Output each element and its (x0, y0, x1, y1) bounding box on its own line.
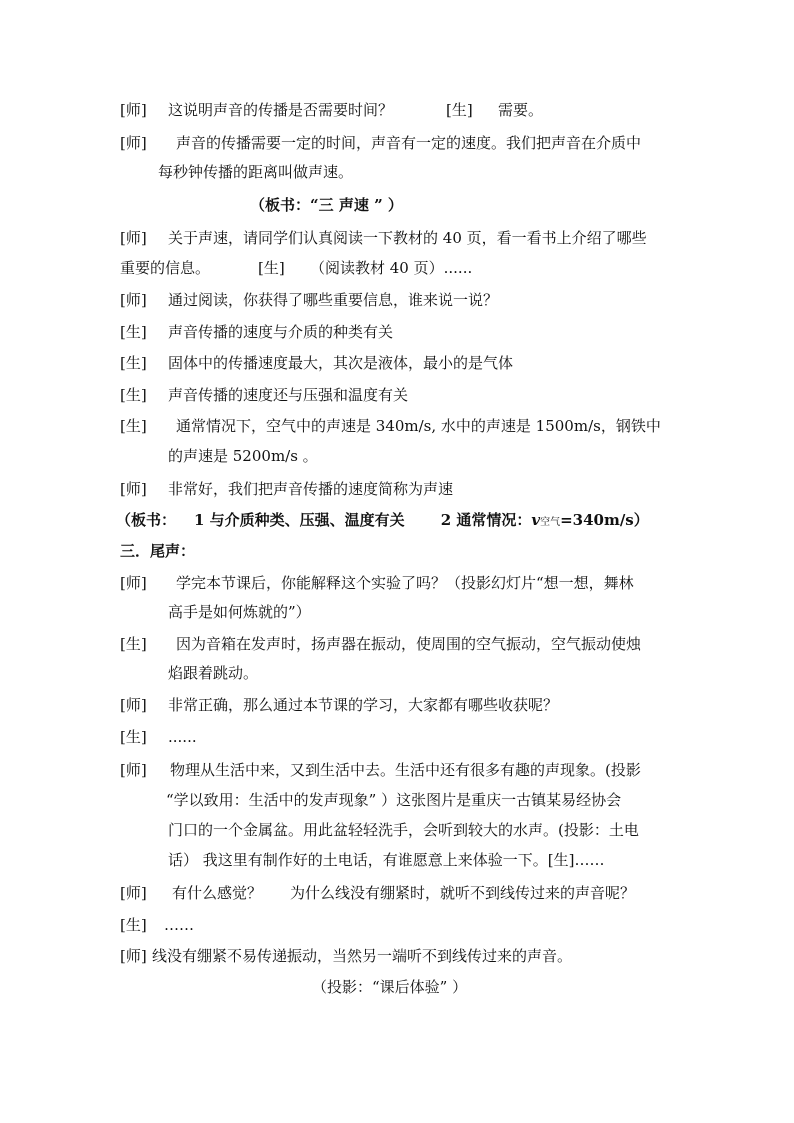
velocity-subscript: 空气 (540, 517, 561, 528)
utterance: 声音传播的速度还与压强和温度有关 (168, 386, 409, 404)
board-item-2: 2 通常情况： (440, 511, 532, 529)
speaker-label: [生] (120, 916, 147, 934)
utterance-continued: 高手是如何炼就的”） (168, 603, 311, 621)
board-label: （板书： (116, 511, 177, 529)
board-note: （板书：“三 声速 ” ） (250, 196, 403, 214)
dialogue-line (120, 100, 147, 120)
utterance: ...... (168, 728, 197, 746)
utterance: 这说明声音的传播是否需要时间？ (168, 101, 394, 119)
utterance: 通过阅读，你获得了哪些重要信息，谁来说一说？ (168, 291, 499, 309)
speaker-label: [生] (120, 635, 147, 653)
speaker-label: [师] (120, 229, 147, 247)
utterance: …… (164, 916, 194, 934)
speaker-label: [生] (120, 386, 147, 404)
utterance: 通常情况下，空气中的声速是 340m/s, 水中的声速是 1500m/s，钢铁中 (176, 417, 661, 435)
speaker-label: [生] (120, 323, 147, 341)
utterance: 声音的传播需要一定的时间，声音有一定的速度。我们把声音在介质中 (176, 134, 642, 152)
speaker-label: [师] (120, 696, 147, 714)
utterance: 为什么线没有绷紧时，就听不到线传过来的声音呢？ (290, 884, 636, 902)
velocity-value: =340m/s） (560, 511, 649, 529)
speaker-label: [师] (120, 884, 147, 902)
speaker-label: [师] (120, 480, 147, 498)
board-note: （投影：“课后体验” ） (312, 978, 468, 996)
utterance: 线没有绷紧不易传递振动，当然另一端听不到线传过来的声音。 (152, 947, 573, 965)
utterance-continued: 的声速是 5200m/s 。 (168, 447, 318, 465)
velocity-symbol: v (531, 511, 541, 529)
board-item-1: 1 与介质种类、压强、温度有关 (194, 511, 405, 529)
board-note (116, 510, 649, 533)
speaker-label: [生] (258, 259, 285, 277)
utterance: 固体中的传播速度最大，其次是液体，最小的是气体 (168, 354, 514, 372)
speaker-label: [师] (120, 947, 147, 965)
speaker-label: [师] (120, 291, 147, 309)
utterance: 非常好，我们把声音传播的速度简称为声速 (168, 480, 454, 498)
utterance: 学完本节课后，你能解释这个实验了吗？（投影幻灯片“想一想，舞林 (176, 574, 634, 592)
utterance-continued: 话） 我这里有制作好的土电话，有谁愿意上来体验一下。[生]…… (168, 851, 605, 869)
speaker-label: [生] (446, 101, 473, 119)
utterance: 关于声速，请同学们认真阅读一下教材的 40 页，看一看书上介绍了哪些 (168, 229, 647, 247)
utterance-continued: “学以致用：生活中的发声现象” ）这张图片是重庆一古镇某易经协会 (166, 791, 622, 809)
section-heading: 三．尾声： (120, 542, 196, 560)
utterance-continued: 重要的信息。 (120, 259, 211, 277)
utterance: 需要。 (498, 101, 544, 119)
speaker-label: [师] (120, 761, 147, 779)
speaker-label: [师] (120, 134, 147, 152)
utterance: 非常正确，那么通过本节课的学习，大家都有哪些收获呢？ (168, 696, 559, 714)
speaker-label: [生] (120, 354, 147, 372)
speaker-label: [师] (120, 574, 147, 592)
speaker-label: [师] (120, 101, 147, 119)
utterance-continued: 焰跟着跳动。 (168, 664, 259, 682)
utterance-continued: （阅读教材 40 页）...... (310, 259, 473, 277)
utterance: 物理从生活中来，又到生活中去。生活中还有很多有趣的声现象。(投影 (170, 761, 641, 779)
utterance-continued: 每秒钟传播的距离叫做声速。 (158, 163, 354, 181)
utterance: 有什么感觉？ (172, 884, 263, 902)
utterance-continued: 门口的一个金属盆。用此盆轻轻洗手，会听到较大的水声。(投影：土电 (168, 821, 639, 839)
speaker-label: [生] (120, 417, 147, 435)
utterance: 因为音箱在发声时，扬声器在振动，使周围的空气振动，空气振动使烛 (176, 635, 642, 653)
utterance: 声音传播的速度与介质的种类有关 (168, 323, 394, 341)
speaker-label: [生] (120, 728, 147, 746)
